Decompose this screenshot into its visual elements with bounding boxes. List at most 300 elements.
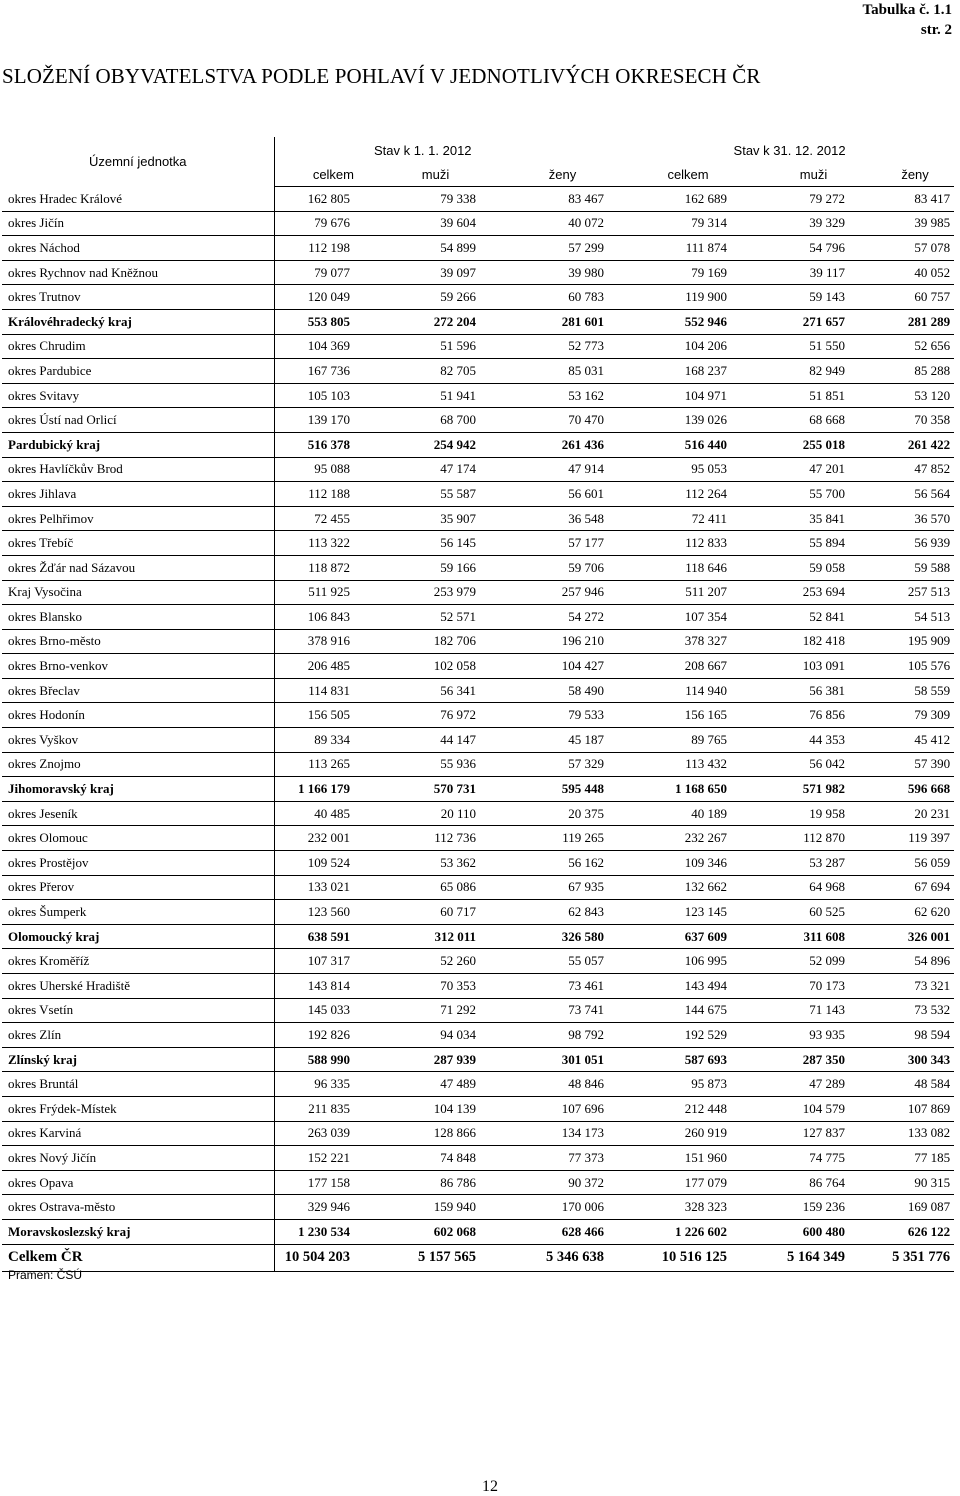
row-value: 195 909 xyxy=(849,629,954,654)
row-name: Celkem ČR xyxy=(2,1244,274,1271)
row-value: 571 982 xyxy=(731,777,849,802)
row-name: Královéhradecký kraj xyxy=(2,309,274,334)
row-value: 113 432 xyxy=(608,752,731,777)
row-value: 156 505 xyxy=(274,703,354,728)
row-value: 71 143 xyxy=(731,998,849,1023)
row-name: okres Uherské Hradiště xyxy=(2,974,274,999)
row-value: 177 158 xyxy=(274,1170,354,1195)
table-row xyxy=(2,482,954,507)
row-value: 192 529 xyxy=(608,1023,731,1048)
row-value: 1 230 534 xyxy=(274,1219,354,1244)
row-value: 139 170 xyxy=(274,408,354,433)
row-value: 40 485 xyxy=(274,801,354,826)
table-row xyxy=(2,580,954,605)
header-col: celkem xyxy=(274,163,354,187)
row-value: 60 757 xyxy=(849,285,954,310)
row-value: 52 773 xyxy=(480,334,608,359)
row-value: 39 329 xyxy=(731,211,849,236)
row-value: 170 006 xyxy=(480,1195,608,1220)
row-value: 58 559 xyxy=(849,678,954,703)
row-value: 73 321 xyxy=(849,974,954,999)
row-value: 56 059 xyxy=(849,851,954,876)
row-value: 47 174 xyxy=(354,457,480,482)
table-row xyxy=(2,211,954,236)
row-value: 85 288 xyxy=(849,359,954,384)
row-value: 59 058 xyxy=(731,555,849,580)
row-value: 271 657 xyxy=(731,309,849,334)
table-row xyxy=(2,187,954,212)
row-value: 96 335 xyxy=(274,1072,354,1097)
table-row xyxy=(2,974,954,999)
row-value: 112 264 xyxy=(608,482,731,507)
row-value: 73 532 xyxy=(849,998,954,1023)
header-col: ženy xyxy=(849,163,954,187)
row-name: okres Svitavy xyxy=(2,383,274,408)
row-value: 67 935 xyxy=(480,875,608,900)
row-value: 76 856 xyxy=(731,703,849,728)
row-value: 119 397 xyxy=(849,826,954,851)
row-value: 113 265 xyxy=(274,752,354,777)
row-value: 86 764 xyxy=(731,1170,849,1195)
row-name: okres Nový Jičín xyxy=(2,1146,274,1171)
row-value: 54 796 xyxy=(731,236,849,261)
row-value: 114 831 xyxy=(274,678,354,703)
row-value: 10 504 203 xyxy=(274,1244,354,1271)
row-value: 47 489 xyxy=(354,1072,480,1097)
row-value: 104 139 xyxy=(354,1096,480,1121)
header-row-periods xyxy=(2,137,954,163)
row-value: 106 995 xyxy=(608,949,731,974)
row-value: 159 940 xyxy=(354,1195,480,1220)
row-value: 65 086 xyxy=(354,875,480,900)
table-row xyxy=(2,777,954,802)
table-row xyxy=(2,1023,954,1048)
row-value: 52 260 xyxy=(354,949,480,974)
row-value: 54 513 xyxy=(849,605,954,630)
table-row xyxy=(2,260,954,285)
row-value: 76 972 xyxy=(354,703,480,728)
row-value: 90 372 xyxy=(480,1170,608,1195)
row-value: 77 185 xyxy=(849,1146,954,1171)
row-name: okres Karviná xyxy=(2,1121,274,1146)
row-name: okres Pardubice xyxy=(2,359,274,384)
row-value: 20 375 xyxy=(480,801,608,826)
row-name: Pardubický kraj xyxy=(2,432,274,457)
row-value: 301 051 xyxy=(480,1047,608,1072)
row-value: 70 173 xyxy=(731,974,849,999)
row-name: okres Náchod xyxy=(2,236,274,261)
row-value: 56 601 xyxy=(480,482,608,507)
row-value: 20 110 xyxy=(354,801,480,826)
row-name: okres Trutnov xyxy=(2,285,274,310)
row-name: okres Bruntál xyxy=(2,1072,274,1097)
row-value: 104 579 xyxy=(731,1096,849,1121)
row-value: 133 082 xyxy=(849,1121,954,1146)
row-value: 255 018 xyxy=(731,432,849,457)
row-value: 71 292 xyxy=(354,998,480,1023)
row-value: 595 448 xyxy=(480,777,608,802)
row-value: 587 693 xyxy=(608,1047,731,1072)
row-name: okres Brno-město xyxy=(2,629,274,654)
row-value: 1 166 179 xyxy=(274,777,354,802)
header-unit: Územní jednotka xyxy=(2,137,274,187)
table-row xyxy=(2,1072,954,1097)
row-value: 56 381 xyxy=(731,678,849,703)
table-row xyxy=(2,1244,954,1271)
table-row xyxy=(2,629,954,654)
row-value: 212 448 xyxy=(608,1096,731,1121)
header-col: muži xyxy=(731,163,849,187)
row-name: okres Hradec Králové xyxy=(2,187,274,212)
row-value: 55 700 xyxy=(731,482,849,507)
row-value: 113 322 xyxy=(274,531,354,556)
row-value: 112 833 xyxy=(608,531,731,556)
row-value: 57 390 xyxy=(849,752,954,777)
row-name: okres Olomouc xyxy=(2,826,274,851)
row-name: okres Třebíč xyxy=(2,531,274,556)
header-col: celkem xyxy=(608,163,731,187)
row-name: okres Rychnov nad Kněžnou xyxy=(2,260,274,285)
row-value: 516 378 xyxy=(274,432,354,457)
row-value: 1 168 650 xyxy=(608,777,731,802)
header-period-2: Stav k 31. 12. 2012 xyxy=(733,142,846,158)
row-value: 637 609 xyxy=(608,924,731,949)
row-value: 79 533 xyxy=(480,703,608,728)
row-value: 111 874 xyxy=(608,236,731,261)
table-row xyxy=(2,309,954,334)
table-row xyxy=(2,654,954,679)
row-value: 128 866 xyxy=(354,1121,480,1146)
row-value: 95 053 xyxy=(608,457,731,482)
row-value: 83 467 xyxy=(480,187,608,212)
row-name: okres Vyškov xyxy=(2,728,274,753)
row-value: 53 120 xyxy=(849,383,954,408)
row-name: Moravskoslezský kraj xyxy=(2,1219,274,1244)
row-value: 112 198 xyxy=(274,236,354,261)
row-value: 118 872 xyxy=(274,555,354,580)
row-value: 51 851 xyxy=(731,383,849,408)
row-value: 57 177 xyxy=(480,531,608,556)
table-row xyxy=(2,678,954,703)
row-value: 51 596 xyxy=(354,334,480,359)
row-value: 281 601 xyxy=(480,309,608,334)
source-note: Pramen: ČSÚ xyxy=(8,1268,83,1282)
row-value: 73 461 xyxy=(480,974,608,999)
row-value: 40 072 xyxy=(480,211,608,236)
row-value: 511 925 xyxy=(274,580,354,605)
row-value: 588 990 xyxy=(274,1047,354,1072)
row-value: 143 494 xyxy=(608,974,731,999)
row-name: okres Frýdek-Místek xyxy=(2,1096,274,1121)
row-name: okres Ostrava-město xyxy=(2,1195,274,1220)
row-value: 47 914 xyxy=(480,457,608,482)
row-value: 120 049 xyxy=(274,285,354,310)
row-value: 106 843 xyxy=(274,605,354,630)
row-value: 109 346 xyxy=(608,851,731,876)
row-value: 55 894 xyxy=(731,531,849,556)
row-value: 83 417 xyxy=(849,187,954,212)
row-name: okres Jeseník xyxy=(2,801,274,826)
row-value: 511 207 xyxy=(608,580,731,605)
row-value: 53 287 xyxy=(731,851,849,876)
row-value: 60 525 xyxy=(731,900,849,925)
row-value: 44 353 xyxy=(731,728,849,753)
row-value: 58 490 xyxy=(480,678,608,703)
row-value: 64 968 xyxy=(731,875,849,900)
row-value: 326 001 xyxy=(849,924,954,949)
row-value: 182 706 xyxy=(354,629,480,654)
row-value: 104 971 xyxy=(608,383,731,408)
row-value: 553 805 xyxy=(274,309,354,334)
row-value: 54 899 xyxy=(354,236,480,261)
header-col: muži xyxy=(354,163,480,187)
row-value: 104 206 xyxy=(608,334,731,359)
row-value: 206 485 xyxy=(274,654,354,679)
row-value: 59 588 xyxy=(849,555,954,580)
row-value: 5 164 349 xyxy=(731,1244,849,1271)
header-period-1: Stav k 1. 1. 2012 xyxy=(373,142,472,158)
row-value: 105 103 xyxy=(274,383,354,408)
header-col: ženy xyxy=(480,163,608,187)
table-reference xyxy=(863,0,952,40)
row-value: 47 852 xyxy=(849,457,954,482)
row-value: 107 317 xyxy=(274,949,354,974)
row-value: 132 662 xyxy=(608,875,731,900)
row-value: 47 201 xyxy=(731,457,849,482)
table-row xyxy=(2,1219,954,1244)
row-value: 257 513 xyxy=(849,580,954,605)
row-value: 70 470 xyxy=(480,408,608,433)
table-row xyxy=(2,334,954,359)
row-value: 40 189 xyxy=(608,801,731,826)
row-value: 104 369 xyxy=(274,334,354,359)
row-value: 85 031 xyxy=(480,359,608,384)
row-value: 48 846 xyxy=(480,1072,608,1097)
row-value: 638 591 xyxy=(274,924,354,949)
row-value: 74 775 xyxy=(731,1146,849,1171)
row-value: 156 165 xyxy=(608,703,731,728)
row-value: 134 173 xyxy=(480,1121,608,1146)
row-value: 56 939 xyxy=(849,531,954,556)
page-ref: str. 2 xyxy=(920,22,952,38)
row-value: 133 021 xyxy=(274,875,354,900)
row-value: 10 516 125 xyxy=(608,1244,731,1271)
table-row xyxy=(2,1170,954,1195)
table-row xyxy=(2,408,954,433)
row-name: okres Ústí nad Orlicí xyxy=(2,408,274,433)
row-value: 253 979 xyxy=(354,580,480,605)
row-value: 261 422 xyxy=(849,432,954,457)
row-value: 211 835 xyxy=(274,1096,354,1121)
table-row xyxy=(2,531,954,556)
row-name: okres Blansko xyxy=(2,605,274,630)
row-value: 44 147 xyxy=(354,728,480,753)
row-value: 56 042 xyxy=(731,752,849,777)
row-value: 90 315 xyxy=(849,1170,954,1195)
table-row xyxy=(2,801,954,826)
table-row xyxy=(2,383,954,408)
row-value: 45 412 xyxy=(849,728,954,753)
table-row xyxy=(2,1047,954,1072)
row-name: okres Šumperk xyxy=(2,900,274,925)
row-value: 62 843 xyxy=(480,900,608,925)
row-value: 5 346 638 xyxy=(480,1244,608,1271)
row-value: 127 837 xyxy=(731,1121,849,1146)
table-row xyxy=(2,900,954,925)
row-value: 70 358 xyxy=(849,408,954,433)
row-value: 196 210 xyxy=(480,629,608,654)
table-row xyxy=(2,285,954,310)
row-value: 208 667 xyxy=(608,654,731,679)
row-value: 516 440 xyxy=(608,432,731,457)
row-value: 68 700 xyxy=(354,408,480,433)
row-value: 57 078 xyxy=(849,236,954,261)
row-value: 52 841 xyxy=(731,605,849,630)
row-value: 19 958 xyxy=(731,801,849,826)
table-row xyxy=(2,457,954,482)
row-value: 118 646 xyxy=(608,555,731,580)
row-value: 95 088 xyxy=(274,457,354,482)
table-row xyxy=(2,236,954,261)
row-value: 94 034 xyxy=(354,1023,480,1048)
row-value: 40 052 xyxy=(849,260,954,285)
row-name: okres Jihlava xyxy=(2,482,274,507)
row-value: 39 980 xyxy=(480,260,608,285)
row-value: 70 353 xyxy=(354,974,480,999)
row-value: 182 418 xyxy=(731,629,849,654)
row-value: 287 350 xyxy=(731,1047,849,1072)
row-value: 20 231 xyxy=(849,801,954,826)
row-value: 119 265 xyxy=(480,826,608,851)
table-row xyxy=(2,1146,954,1171)
row-value: 162 689 xyxy=(608,187,731,212)
row-value: 311 608 xyxy=(731,924,849,949)
table-row xyxy=(2,703,954,728)
table-row xyxy=(2,1121,954,1146)
row-value: 600 480 xyxy=(731,1219,849,1244)
row-value: 378 916 xyxy=(274,629,354,654)
row-value: 47 289 xyxy=(731,1072,849,1097)
row-name: okres Chrudim xyxy=(2,334,274,359)
population-table xyxy=(2,137,954,1272)
row-value: 570 731 xyxy=(354,777,480,802)
row-value: 56 162 xyxy=(480,851,608,876)
row-value: 287 939 xyxy=(354,1047,480,1072)
table-id: Tabulka č. 1.1 xyxy=(862,2,952,18)
table-row xyxy=(2,924,954,949)
row-value: 79 272 xyxy=(731,187,849,212)
row-value: 103 091 xyxy=(731,654,849,679)
row-value: 57 329 xyxy=(480,752,608,777)
row-value: 162 805 xyxy=(274,187,354,212)
row-value: 55 936 xyxy=(354,752,480,777)
row-value: 596 668 xyxy=(849,777,954,802)
row-value: 144 675 xyxy=(608,998,731,1023)
row-value: 328 323 xyxy=(608,1195,731,1220)
row-value: 52 656 xyxy=(849,334,954,359)
row-value: 79 309 xyxy=(849,703,954,728)
row-value: 95 873 xyxy=(608,1072,731,1097)
row-name: Zlínský kraj xyxy=(2,1047,274,1072)
row-value: 312 011 xyxy=(354,924,480,949)
row-value: 54 272 xyxy=(480,605,608,630)
row-value: 119 900 xyxy=(608,285,731,310)
row-value: 112 870 xyxy=(731,826,849,851)
row-value: 82 949 xyxy=(731,359,849,384)
table-row xyxy=(2,728,954,753)
row-value: 48 584 xyxy=(849,1072,954,1097)
row-value: 102 058 xyxy=(354,654,480,679)
row-value: 55 057 xyxy=(480,949,608,974)
row-value: 59 706 xyxy=(480,555,608,580)
row-value: 272 204 xyxy=(354,309,480,334)
table-row xyxy=(2,359,954,384)
table-row xyxy=(2,432,954,457)
row-value: 79 077 xyxy=(274,260,354,285)
row-value: 112 736 xyxy=(354,826,480,851)
row-name: okres Přerov xyxy=(2,875,274,900)
row-value: 628 466 xyxy=(480,1219,608,1244)
row-value: 51 550 xyxy=(731,334,849,359)
row-value: 123 560 xyxy=(274,900,354,925)
row-value: 552 946 xyxy=(608,309,731,334)
row-value: 89 334 xyxy=(274,728,354,753)
row-value: 52 099 xyxy=(731,949,849,974)
row-value: 159 236 xyxy=(731,1195,849,1220)
row-name: okres Jičín xyxy=(2,211,274,236)
row-value: 60 717 xyxy=(354,900,480,925)
row-value: 77 373 xyxy=(480,1146,608,1171)
row-value: 55 587 xyxy=(354,482,480,507)
row-value: 177 079 xyxy=(608,1170,731,1195)
row-value: 254 942 xyxy=(354,432,480,457)
row-value: 232 001 xyxy=(274,826,354,851)
row-value: 79 338 xyxy=(354,187,480,212)
row-value: 79 314 xyxy=(608,211,731,236)
table-row xyxy=(2,1195,954,1220)
table-row xyxy=(2,1096,954,1121)
row-name: okres Břeclav xyxy=(2,678,274,703)
row-name: okres Znojmo xyxy=(2,752,274,777)
row-value: 107 354 xyxy=(608,605,731,630)
row-name: okres Havlíčkův Brod xyxy=(2,457,274,482)
table-row xyxy=(2,826,954,851)
row-value: 36 548 xyxy=(480,506,608,531)
row-value: 261 436 xyxy=(480,432,608,457)
row-value: 104 427 xyxy=(480,654,608,679)
table-row xyxy=(2,506,954,531)
row-value: 143 814 xyxy=(274,974,354,999)
row-value: 281 289 xyxy=(849,309,954,334)
row-value: 152 221 xyxy=(274,1146,354,1171)
row-value: 626 122 xyxy=(849,1219,954,1244)
row-value: 5 157 565 xyxy=(354,1244,480,1271)
table-row xyxy=(2,605,954,630)
row-name: okres Opava xyxy=(2,1170,274,1195)
row-value: 67 694 xyxy=(849,875,954,900)
row-value: 56 145 xyxy=(354,531,480,556)
table-row xyxy=(2,851,954,876)
row-value: 89 765 xyxy=(608,728,731,753)
row-value: 123 145 xyxy=(608,900,731,925)
row-value: 5 351 776 xyxy=(849,1244,954,1271)
row-value: 98 792 xyxy=(480,1023,608,1048)
row-value: 114 940 xyxy=(608,678,731,703)
row-value: 192 826 xyxy=(274,1023,354,1048)
row-value: 39 604 xyxy=(354,211,480,236)
row-value: 602 068 xyxy=(354,1219,480,1244)
page-number: 12 xyxy=(482,1478,498,1495)
